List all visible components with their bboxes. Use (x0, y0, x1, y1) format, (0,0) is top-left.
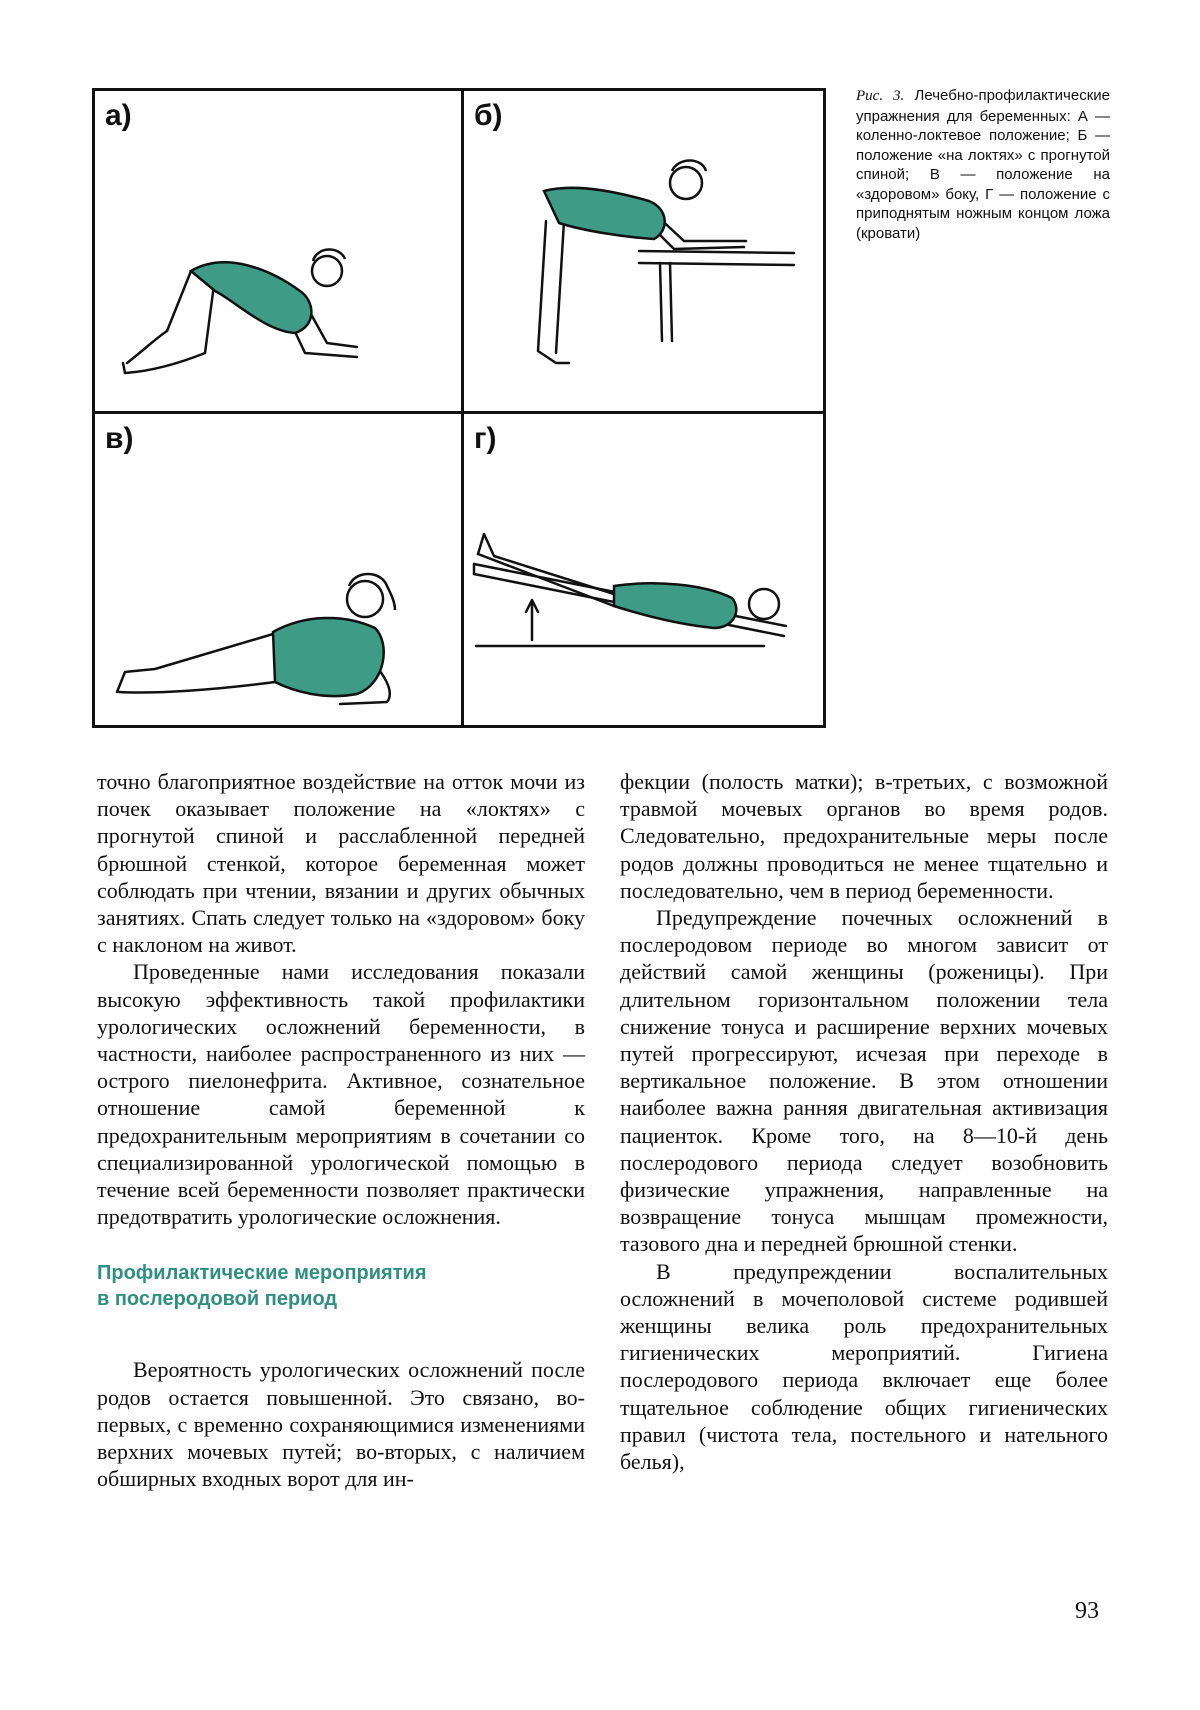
section-heading-line-1: Профилактические мероприятия (97, 1262, 427, 1285)
left-paragraph-1: точно благоприятное воздействие на отток мочи из почек оказывает положение на «локтях» с прогнутой спиной и расслабленной передней брюшной стенкой, которое беременная может соблюдать при чтении, вязании и других обычных занятиях. Спать следует только на «здоровом» боку с наклоном на живот. (97, 769, 585, 958)
garment-shape (273, 618, 384, 696)
panel-a-label: а) (105, 99, 132, 132)
garment-shape (614, 583, 736, 628)
panel-v (95, 414, 461, 732)
elbows-on-table-illustration (464, 91, 830, 409)
caption-number: Рис. 3. (856, 88, 905, 104)
left-paragraph-2: Проведенные нами исследования показали высокую эффективность такой профилактики урологических осложнений беременности, в частности, наиболее распространенного из них — острого пиелонефрита. Активное, сознательное отношение самой беременной к предохранительным мероприятиям в сочетании со специализированной урологической помощью в течение всей беременности позволяет практически предотвратить урологические осложнения. (97, 959, 585, 1230)
panel-g-label: г) (474, 422, 497, 455)
figure-caption (856, 86, 1110, 243)
panel-b-label: б) (474, 99, 503, 132)
garment-shape (544, 188, 665, 239)
right-paragraph-1: фекции (полость матки); в-третьих, с возможной травмой мочевых органов во время родов. Следовательно, предохранительные меры после родов должны проводиться не менее тщательно и последовательно, чем в период беременности. (620, 769, 1108, 903)
left-paragraph-3: Вероятность урологических осложнений после родов остается повышенной. Это связано, во-первых, с временно сохраняющимися изменениями верхних мочевых путей; во-вторых, с наличием обширных входных ворот для ин- (97, 1357, 585, 1492)
side-lying-illustration (95, 414, 461, 732)
left-column (97, 768, 585, 1492)
right-paragraph-3: В предупреждении воспалительных осложнений в мочеполовой системе родившей женщины велика роль предохранительных гигиенических мероприятий. Гигиена послеродового периода включает еще более тщательное соблюдение общих гигиенических правил (чистота тела, постельного и нательного белья), (620, 1258, 1108, 1475)
section-heading (97, 1260, 585, 1312)
panel-g (464, 414, 830, 732)
panel-b (464, 91, 830, 409)
panel-v-label: в) (105, 422, 134, 455)
page-number: 93 (1075, 1598, 1099, 1624)
knee-elbow-illustration (95, 91, 461, 409)
exercise-figure (92, 88, 826, 728)
caption-text: Лечебно-профилактические упражнения для беременных: А — коленно-локтевое положение; Б — положение «на локтях» с прогнутой спиной; В — положение на «здоровом» боку, Г — положение с приподнятым ножным концом ложа (кровати) (856, 87, 1110, 242)
right-column (620, 768, 1108, 1475)
right-paragraph-2: Предупреждение почечных осложнений в послеродовом периоде во многом зависит от действий самой женщины (роженицы). При длительном горизонтальном положении тела снижение тонуса и расширение верхних мочевых путей прогрессируют, исчезая при переходе в вертикальное положение. В этом отношении наиболее важна ранняя двигательная активизация пациенток. Кроме того, на 8—10-й день послеродового периода следует возобновить физические упражнения, направленные на возвращение тонуса мышцам промежности, тазового дна и передней брюшной стенки. (620, 905, 1108, 1257)
section-heading-line-2: в послеродовой период (97, 1288, 338, 1311)
inclined-bed-illustration (464, 414, 830, 732)
panel-a (95, 91, 461, 409)
